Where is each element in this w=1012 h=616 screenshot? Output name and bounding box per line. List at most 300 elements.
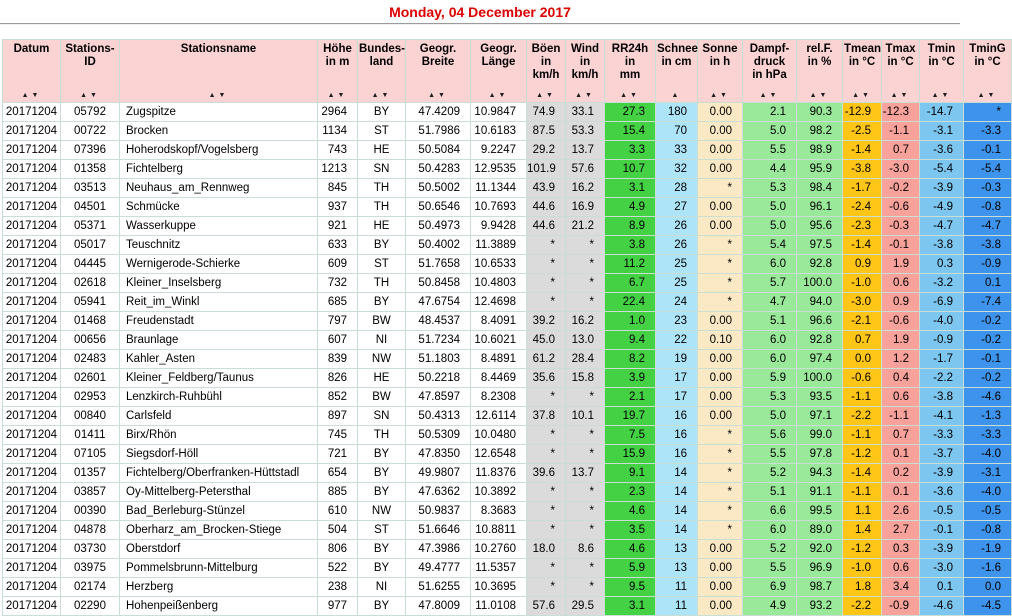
cell-wind: * [566,445,605,464]
cell-bundesland: ST [358,122,406,141]
sort-desc-icon[interactable]: ▼ [819,92,830,99]
sort-control[interactable] [120,92,317,99]
cell-sonne: * [698,445,743,464]
cell-datum: 20171204 [3,578,61,597]
cell-tming: -0.3 [964,179,1012,198]
cell-tmax: 0.4 [882,369,920,388]
cell-geogr_laenge: 12.6548 [471,445,527,464]
cell-tmin: -3.9 [920,540,964,559]
cell-datum: 20171204 [3,103,61,122]
cell-boeen: * [527,255,566,274]
cell-dampfdruck: 5.1 [743,483,797,502]
sort-asc-icon[interactable]: ▲ [21,92,32,99]
cell-tmax: 0.1 [882,445,920,464]
sort-control[interactable] [318,92,357,99]
sort-control[interactable] [920,92,963,99]
cell-relf: 99.5 [797,502,843,521]
cell-rr24h: 4.6 [605,540,656,559]
sort-desc-icon[interactable]: ▼ [630,92,640,99]
cell-bundesland: TH [358,274,406,293]
cell-hoehe: 2964 [318,103,358,122]
cell-tming: -1.3 [964,407,1012,426]
cell-wind: * [566,293,605,312]
cell-stations_id: 03857 [61,483,120,502]
cell-geogr_laenge: 12.4698 [471,293,527,312]
cell-geogr_breite: 50.4283 [406,160,471,179]
cell-geogr_breite: 51.7658 [406,255,471,274]
cell-relf: 96.1 [797,198,843,217]
cell-sonne: * [698,255,743,274]
sort-desc-icon[interactable]: ▼ [337,92,348,99]
cell-schnee: 13 [656,540,698,559]
cell-dampfdruck: 4.9 [743,597,797,616]
cell-schnee: 23 [656,312,698,331]
cell-hoehe: 743 [318,141,358,160]
cell-relf: 100.0 [797,274,843,293]
cell-dampfdruck: 6.0 [743,331,797,350]
cell-stationsname: Wasserkuppe [120,217,318,236]
cell-schnee: 14 [656,464,698,483]
sort-asc-icon[interactable]: ▲ [931,92,942,99]
cell-tmax: 0.1 [882,483,920,502]
sort-asc-icon[interactable]: ▲ [488,92,499,99]
cell-stationsname: Neuhaus_am_Rennweg [120,179,318,198]
sort-control[interactable] [698,92,742,99]
table-row [3,236,1012,255]
cell-tmax: 1.9 [882,331,920,350]
cell-wind: 28.4 [566,350,605,369]
cell-dampfdruck: 5.3 [743,179,797,198]
cell-stations_id: 01411 [61,426,120,445]
sort-desc-icon[interactable]: ▼ [31,92,42,99]
column-label: Tmax in °C [885,43,916,68]
cell-rr24h: 3.3 [605,141,656,160]
cell-tmin: -3.9 [920,179,964,198]
cell-boeen: * [527,483,566,502]
sort-asc-icon[interactable]: ▲ [620,92,630,99]
cell-bundesland: BY [358,464,406,483]
sort-asc-icon[interactable]: ▲ [852,92,862,99]
sort-asc-icon[interactable]: ▲ [710,92,720,99]
cell-tmean: 0.7 [843,331,882,350]
table-row [3,502,1012,521]
cell-hoehe: 633 [318,236,358,255]
cell-boeen: 44.6 [527,217,566,236]
cell-datum: 20171204 [3,217,61,236]
sort-control[interactable] [527,92,565,99]
cell-boeen: * [527,445,566,464]
cell-wind: * [566,578,605,597]
cell-geogr_laenge: 10.3892 [471,483,527,502]
cell-stationsname: Siegsdorf-Höll [120,445,318,464]
cell-datum: 20171204 [3,559,61,578]
cell-bundesland: BY [358,483,406,502]
cell-stationsname: Teuschnitz [120,236,318,255]
cell-bundesland: TH [358,426,406,445]
cell-tmean: -2.5 [843,122,882,141]
cell-wind: * [566,521,605,540]
cell-stationsname: Brocken [120,122,318,141]
cell-stationsname: Oberstdorf [120,540,318,559]
cell-hoehe: 826 [318,369,358,388]
cell-schnee: 14 [656,483,698,502]
table-row [3,559,1012,578]
cell-schnee: 17 [656,388,698,407]
cell-schnee: 180 [656,103,698,122]
cell-tming: 0.0 [964,578,1012,597]
cell-wind: * [566,483,605,502]
cell-schnee: 14 [656,521,698,540]
sort-asc-icon[interactable]: ▲ [759,92,770,99]
cell-geogr_breite: 51.1803 [406,350,471,369]
sort-desc-icon[interactable]: ▼ [585,92,595,99]
cell-bundesland: HE [358,141,406,160]
cell-datum: 20171204 [3,312,61,331]
cell-tmin: -3.3 [920,426,964,445]
sort-asc-icon[interactable]: ▲ [371,92,382,99]
cell-schnee: 33 [656,141,698,160]
cell-tming: -0.9 [964,255,1012,274]
cell-tmin: -4.6 [920,597,964,616]
cell-boeen: 43.9 [527,179,566,198]
column-header-rr24h [605,40,656,103]
cell-tmax: 0.9 [882,293,920,312]
cell-bundesland: TH [358,198,406,217]
cell-wind: * [566,559,605,578]
sort-desc-icon[interactable]: ▼ [381,92,392,99]
cell-relf: 94.3 [797,464,843,483]
cell-tming: -4.0 [964,483,1012,502]
cell-datum: 20171204 [3,141,61,160]
cell-sonne: 0.00 [698,217,743,236]
cell-geogr_laenge: 11.3889 [471,236,527,255]
table-row [3,179,1012,198]
cell-relf: 97.8 [797,445,843,464]
cell-rr24h: 6.7 [605,274,656,293]
cell-stationsname: Bad_Berleburg-Stünzel [120,502,318,521]
sort-control[interactable] [743,92,796,99]
column-label: Geogr. Länge [480,43,517,68]
table-row [3,160,1012,179]
cell-hoehe: 609 [318,255,358,274]
cell-stations_id: 01357 [61,464,120,483]
cell-hoehe: 852 [318,388,358,407]
cell-stationsname: Pommelsbrunn-Mittelburg [120,559,318,578]
sort-desc-icon[interactable]: ▼ [862,92,872,99]
cell-tmean: 1.1 [843,502,882,521]
cell-bundesland: BY [358,293,406,312]
cell-hoehe: 654 [318,464,358,483]
column-header-schnee [656,40,698,103]
cell-schnee: 26 [656,236,698,255]
cell-stations_id: 07396 [61,141,120,160]
cell-stationsname: Zugspitze [120,103,318,122]
sort-desc-icon[interactable]: ▼ [941,92,952,99]
cell-tming: -0.8 [964,198,1012,217]
cell-geogr_breite: 51.7986 [406,122,471,141]
cell-rr24h: 4.9 [605,198,656,217]
page-title: Monday, 04 December 2017 [389,4,571,20]
cell-hoehe: 721 [318,445,358,464]
cell-geogr_breite: 51.6646 [406,521,471,540]
cell-stationsname: Oy-Mittelberg-Petersthal [120,483,318,502]
cell-schnee: 27 [656,198,698,217]
column-label: Tmean in °C [844,43,882,68]
cell-tming: -3.3 [964,122,1012,141]
cell-wind: * [566,236,605,255]
sort-control[interactable] [566,92,604,99]
column-label: Tmin in °C [927,43,956,68]
cell-stationsname: Fichtelberg/Oberfranken-Hüttstadl [120,464,318,483]
cell-tmin: -0.9 [920,331,964,350]
sort-desc-icon[interactable]: ▼ [720,92,730,99]
header-row [3,40,1012,103]
cell-tmax: -0.2 [882,179,920,198]
sort-asc-icon[interactable]: ▲ [208,92,219,99]
cell-sonne: * [698,521,743,540]
sort-control[interactable] [61,92,119,99]
table-row [3,578,1012,597]
cell-tmin: -3.8 [920,388,964,407]
cell-schnee: 11 [656,578,698,597]
cell-datum: 20171204 [3,293,61,312]
cell-relf: 98.9 [797,141,843,160]
sort-control[interactable] [797,92,842,99]
cell-datum: 20171204 [3,426,61,445]
cell-hoehe: 921 [318,217,358,236]
sort-asc-icon[interactable]: ▲ [428,92,438,99]
cell-relf: 97.1 [797,407,843,426]
sort-desc-icon[interactable]: ▼ [438,92,448,99]
cell-schnee: 26 [656,217,698,236]
cell-datum: 20171204 [3,369,61,388]
cell-geogr_laenge: 10.6533 [471,255,527,274]
sort-asc-icon[interactable]: ▲ [671,92,682,99]
cell-relf: 92.0 [797,540,843,559]
column-header-hoehe [318,40,358,103]
cell-tmax: 2.6 [882,502,920,521]
cell-tmean: -2.1 [843,312,882,331]
column-label: TminG in °C [969,43,1006,68]
cell-tmean: -2.4 [843,198,882,217]
cell-schnee: 16 [656,426,698,445]
cell-datum: 20171204 [3,160,61,179]
cell-schnee: 19 [656,350,698,369]
cell-tmean: -12.9 [843,103,882,122]
cell-tmax: 0.7 [882,426,920,445]
sort-asc-icon[interactable]: ▲ [977,92,988,99]
sort-control[interactable] [656,92,697,99]
table-row [3,274,1012,293]
sort-control[interactable] [471,92,526,99]
cell-hoehe: 685 [318,293,358,312]
cell-wind: 8.6 [566,540,605,559]
sort-desc-icon[interactable]: ▼ [900,92,911,99]
table-body [3,103,1012,616]
cell-tming: -1.6 [964,559,1012,578]
cell-hoehe: 1134 [318,122,358,141]
cell-rr24h: 22.4 [605,293,656,312]
cell-sonne: 0.00 [698,350,743,369]
cell-tmax: 0.6 [882,559,920,578]
cell-hoehe: 937 [318,198,358,217]
cell-datum: 20171204 [3,540,61,559]
cell-geogr_breite: 50.8458 [406,274,471,293]
column-header-wind [566,40,605,103]
cell-tmax: -0.3 [882,217,920,236]
sort-desc-icon[interactable]: ▼ [90,92,100,99]
cell-boeen: 61.2 [527,350,566,369]
cell-boeen: 74.9 [527,103,566,122]
cell-schnee: 32 [656,160,698,179]
cell-boeen: * [527,426,566,445]
column-header-geogr_breite [406,40,471,103]
sort-desc-icon[interactable]: ▼ [769,92,780,99]
cell-dampfdruck: 5.4 [743,236,797,255]
cell-sonne: 0.00 [698,198,743,217]
cell-datum: 20171204 [3,179,61,198]
cell-geogr_laenge: 8.4091 [471,312,527,331]
sort-control[interactable] [406,92,470,99]
cell-sonne: 0.00 [698,103,743,122]
cell-relf: 92.8 [797,255,843,274]
cell-hoehe: 504 [318,521,358,540]
cell-datum: 20171204 [3,274,61,293]
cell-tming: -0.1 [964,141,1012,160]
sort-asc-icon[interactable]: ▲ [575,92,585,99]
cell-tmin: 0.1 [920,578,964,597]
cell-tmean: -1.4 [843,236,882,255]
cell-rr24h: 3.5 [605,521,656,540]
cell-schnee: 17 [656,369,698,388]
sort-desc-icon[interactable]: ▼ [987,92,998,99]
cell-hoehe: 885 [318,483,358,502]
cell-datum: 20171204 [3,255,61,274]
cell-boeen: * [527,293,566,312]
cell-tmean: -2.2 [843,407,882,426]
cell-wind: 16.9 [566,198,605,217]
cell-geogr_breite: 48.4537 [406,312,471,331]
table-row [3,407,1012,426]
cell-relf: 93.5 [797,388,843,407]
sort-asc-icon[interactable]: ▲ [536,92,546,99]
divider [0,23,960,25]
cell-geogr_laenge: 12.9535 [471,160,527,179]
cell-geogr_breite: 51.7234 [406,331,471,350]
cell-rr24h: 3.8 [605,236,656,255]
table-row [3,369,1012,388]
cell-tmin: -4.1 [920,407,964,426]
sort-control[interactable] [843,92,881,99]
sort-desc-icon[interactable]: ▼ [546,92,556,99]
cell-boeen: 45.0 [527,331,566,350]
column-label: Höhe in m [323,43,352,68]
cell-sonne: 0.00 [698,122,743,141]
sort-asc-icon[interactable]: ▲ [327,92,338,99]
cell-rr24h: 9.5 [605,578,656,597]
cell-bundesland: BY [358,236,406,255]
cell-tmax: -12.3 [882,103,920,122]
cell-stations_id: 02953 [61,388,120,407]
cell-rr24h: 9.1 [605,464,656,483]
cell-rr24h: 10.7 [605,160,656,179]
cell-stations_id: 04878 [61,521,120,540]
table-row [3,388,1012,407]
cell-bundesland: NW [358,350,406,369]
cell-dampfdruck: 6.0 [743,350,797,369]
sort-control[interactable] [358,92,405,99]
cell-schnee: 70 [656,122,698,141]
cell-tmin: -2.2 [920,369,964,388]
sort-asc-icon[interactable]: ▲ [809,92,820,99]
sort-asc-icon[interactable]: ▲ [890,92,901,99]
cell-wind: 16.2 [566,179,605,198]
cell-wind: 33.1 [566,103,605,122]
cell-rr24h: 3.1 [605,179,656,198]
cell-dampfdruck: 6.0 [743,255,797,274]
cell-bundesland: TH [358,179,406,198]
cell-dampfdruck: 4.4 [743,160,797,179]
cell-stations_id: 02290 [61,597,120,616]
table-row [3,255,1012,274]
cell-geogr_laenge: 10.6183 [471,122,527,141]
cell-boeen: * [527,502,566,521]
cell-geogr_laenge: 10.3695 [471,578,527,597]
cell-datum: 20171204 [3,445,61,464]
cell-geogr_laenge: 8.4469 [471,369,527,388]
cell-geogr_laenge: 11.5357 [471,559,527,578]
cell-stationsname: Fichtelberg [120,160,318,179]
sort-desc-icon[interactable]: ▼ [218,92,229,99]
sort-control[interactable] [882,92,919,99]
cell-geogr_breite: 50.5084 [406,141,471,160]
cell-bundesland: BY [358,597,406,616]
cell-tming: 0.1 [964,274,1012,293]
cell-stations_id: 07105 [61,445,120,464]
cell-tming: -7.4 [964,293,1012,312]
cell-tming: -3.8 [964,236,1012,255]
cell-schnee: 13 [656,559,698,578]
sort-control[interactable] [3,92,60,99]
cell-tmin: -0.1 [920,521,964,540]
sort-control[interactable] [964,92,1011,99]
cell-wind: * [566,502,605,521]
cell-geogr_laenge: 8.3683 [471,502,527,521]
cell-rr24h: 3.9 [605,369,656,388]
cell-sonne: 0.00 [698,141,743,160]
cell-geogr_laenge: 8.4891 [471,350,527,369]
cell-relf: 99.0 [797,426,843,445]
cell-hoehe: 610 [318,502,358,521]
cell-boeen: 87.5 [527,122,566,141]
sort-control[interactable] [605,92,655,99]
cell-dampfdruck: 6.0 [743,521,797,540]
cell-tming: -0.2 [964,331,1012,350]
cell-tmax: 1.9 [882,255,920,274]
sort-desc-icon[interactable]: ▼ [498,92,509,99]
cell-stationsname: Hohenpeißenberg [120,597,318,616]
column-label: rel.F. in % [806,43,833,68]
cell-relf: 95.9 [797,160,843,179]
cell-tmean: -1.0 [843,274,882,293]
cell-datum: 20171204 [3,122,61,141]
sort-asc-icon[interactable]: ▲ [80,92,90,99]
cell-geogr_breite: 50.2218 [406,369,471,388]
cell-tmax: -0.6 [882,198,920,217]
cell-relf: 96.6 [797,312,843,331]
cell-bundesland: ST [358,255,406,274]
cell-sonne: * [698,464,743,483]
